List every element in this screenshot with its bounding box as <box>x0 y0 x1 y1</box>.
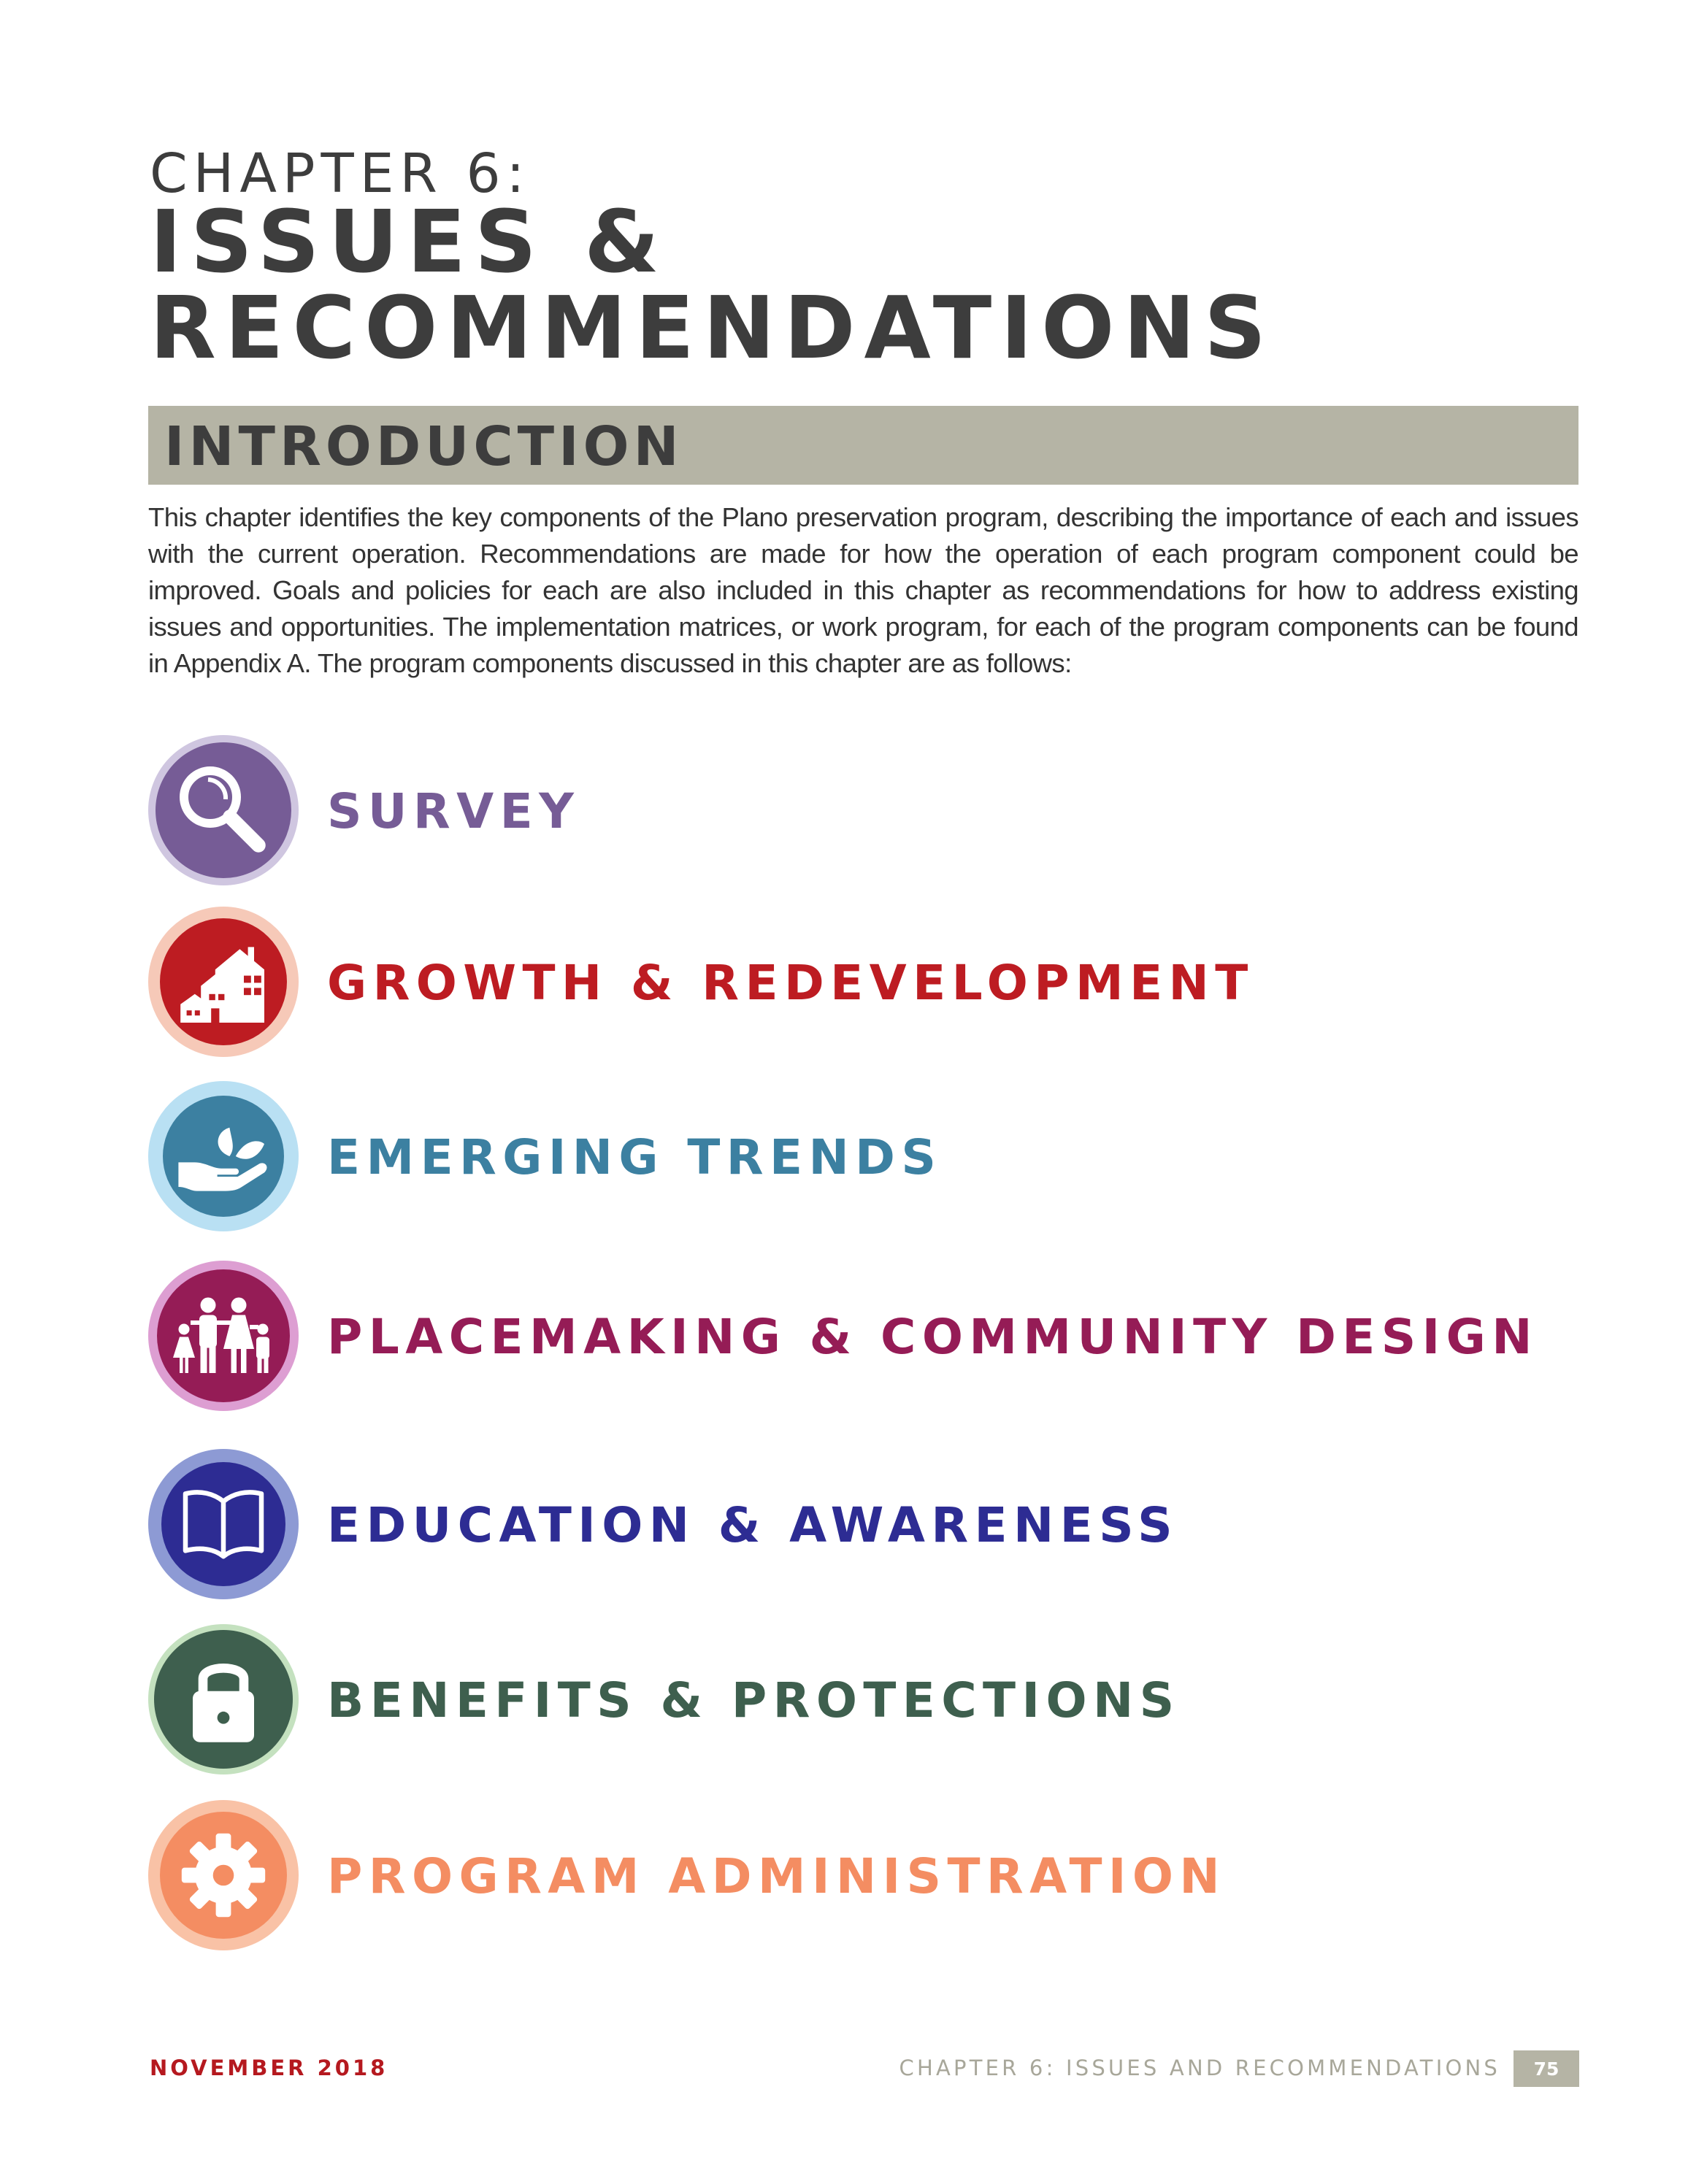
component-emerging-trends <box>148 1081 1608 1234</box>
component-label-survey: SURVEY <box>327 783 580 839</box>
component-label-emerging-trends: EMERGING TRENDS <box>327 1129 943 1185</box>
component-survey <box>148 735 1608 888</box>
placemaking-icon-ring <box>148 1261 299 1411</box>
footer-date: NOVEMBER 2018 <box>150 2056 388 2080</box>
program-administration-icon-ring <box>148 1800 299 1950</box>
introduction-paragraph: This chapter identifies the key components of the Plano preservation program, describing the importance of each and issues with the current operation. Recommendations are made for how the operation of each program component could be improved. Goals and policies for each are also included in this chapter as recommendations for how to address existing issues and opportunities. The implementation matrices, or work program, for each of the program components can be found in Appendix A. The program components discussed in this chapter are as follows: <box>148 502 1578 678</box>
component-label-placemaking-community-design: PLACEMAKING & COMMUNITY DESIGN <box>327 1309 1538 1365</box>
education-icon-ring <box>148 1449 299 1599</box>
emerging-trends-icon-ring <box>148 1081 299 1231</box>
houses-icon <box>160 918 287 1045</box>
component-label-growth-redevelopment: GROWTH & REDEVELOPMENT <box>327 955 1254 1011</box>
page-number: 75 <box>1514 2050 1579 2087</box>
component-placemaking-community-design <box>148 1261 1608 1414</box>
chapter-label: CHAPTER 6: <box>150 142 531 205</box>
chapter-title-line-1: ISSUES & <box>150 191 668 292</box>
benefits-icon-ring <box>148 1624 299 1774</box>
component-label-program-administration: PROGRAM ADMINISTRATION <box>327 1848 1226 1904</box>
gear-icon <box>160 1812 287 1939</box>
component-education-awareness <box>148 1449 1608 1602</box>
component-benefits-protections <box>148 1624 1608 1777</box>
family-icon <box>157 1269 290 1402</box>
survey-icon-ring <box>148 735 299 885</box>
padlock-icon <box>154 1630 293 1769</box>
open-book-icon <box>161 1462 285 1586</box>
introduction-heading-bar <box>148 406 1578 485</box>
component-program-administration <box>148 1800 1608 1953</box>
component-label-benefits-protections: BENEFITS & PROTECTIONS <box>327 1672 1181 1729</box>
growth-icon-ring <box>148 907 299 1057</box>
footer-chapter-title: CHAPTER 6: ISSUES AND RECOMMENDATIONS <box>899 2056 1500 2080</box>
chapter-title <box>150 191 1275 378</box>
component-label-education-awareness: EDUCATION & AWARENESS <box>327 1497 1179 1553</box>
hand-with-leaves-icon <box>163 1096 284 1217</box>
magnifying-glass-icon <box>156 742 291 878</box>
introduction-heading: INTRODUCTION <box>164 415 683 478</box>
chapter-title-line-2: RECOMMENDATIONS <box>150 277 1275 378</box>
component-growth-redevelopment <box>148 907 1608 1060</box>
